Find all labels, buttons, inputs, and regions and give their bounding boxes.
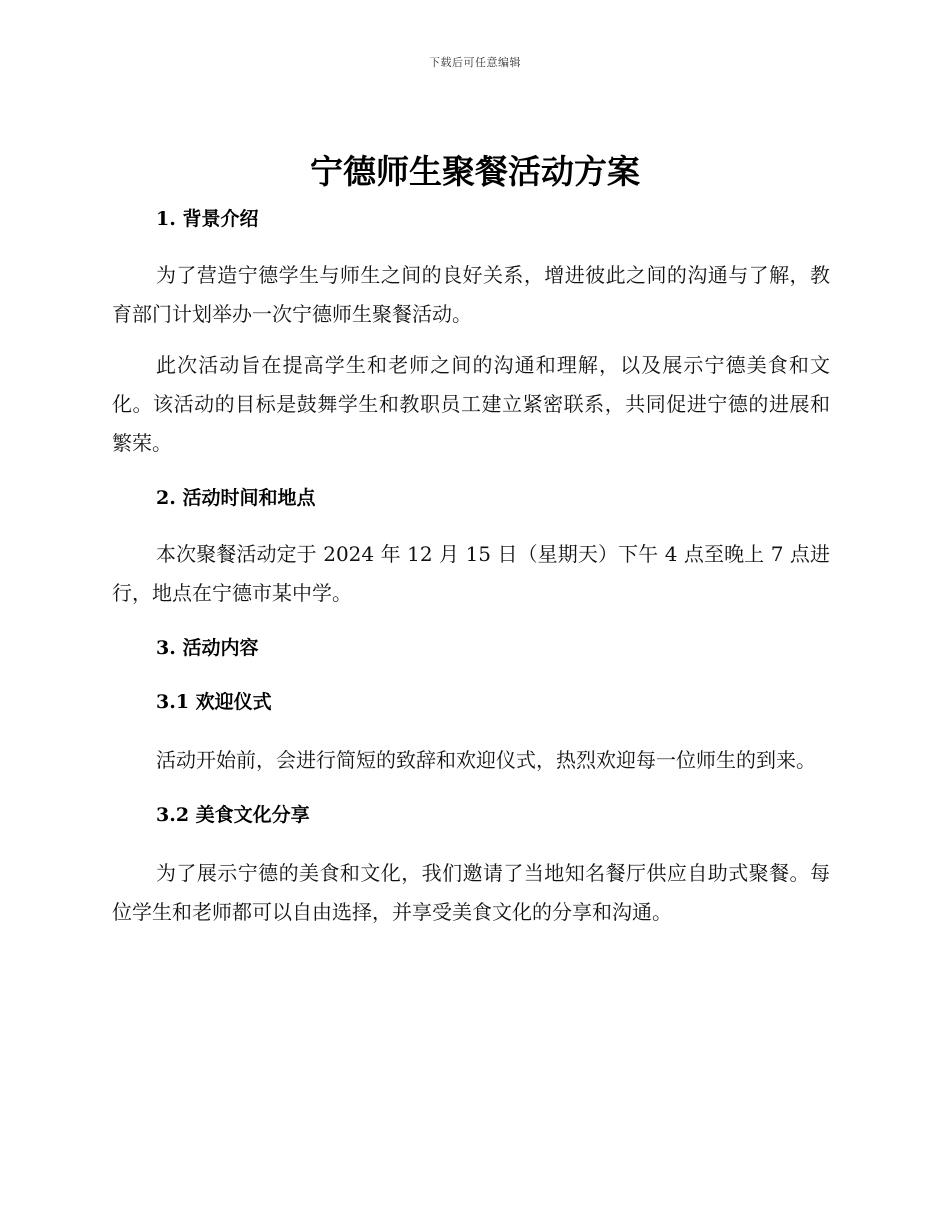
header-note: 下载后可任意编辑 [429,56,521,69]
section-heading-content: 3. 活动内容 [156,637,259,659]
subsection-heading-welcome: 3.1 欢迎仪式 [156,691,272,713]
section-heading-background: 1. 背景介绍 [156,208,259,230]
time-place-paragraph: 本次聚餐活动定于 2024 年 12 月 15 日（星期天）下午 4 点至晚上 7 点进行，地点在宁德市某中学。 [112,542,830,605]
document-title: 宁德师生聚餐活动方案 [310,152,640,191]
subsection-heading-food-culture: 3.2 美食文化分享 [156,804,310,826]
document-body [112,204,830,932]
background-paragraph: 此次活动旨在提高学生和老师之间的沟通和理解，以及展示宁德美食和文化。该活动的目标是鼓舞学生和教职员工建立紧密联系，共同促进宁德的进展和繁荣。 [112,353,830,455]
section-heading-time-place: 2. 活动时间和地点 [156,487,316,509]
background-paragraph: 为了营造宁德学生与师生之间的良好关系，增进彼此之间的沟通与了解，教育部门计划举办一次宁德师生聚餐活动。 [112,263,830,326]
welcome-paragraph: 活动开始前，会进行简短的致辞和欢迎仪式，热烈欢迎每一位师生的到来。 [156,748,816,772]
food-culture-paragraph: 为了展示宁德的美食和文化，我们邀请了当地知名餐厅供应自助式聚餐。每位学生和老师都可以自由选择，并享受美食文化的分享和沟通。 [112,861,830,924]
